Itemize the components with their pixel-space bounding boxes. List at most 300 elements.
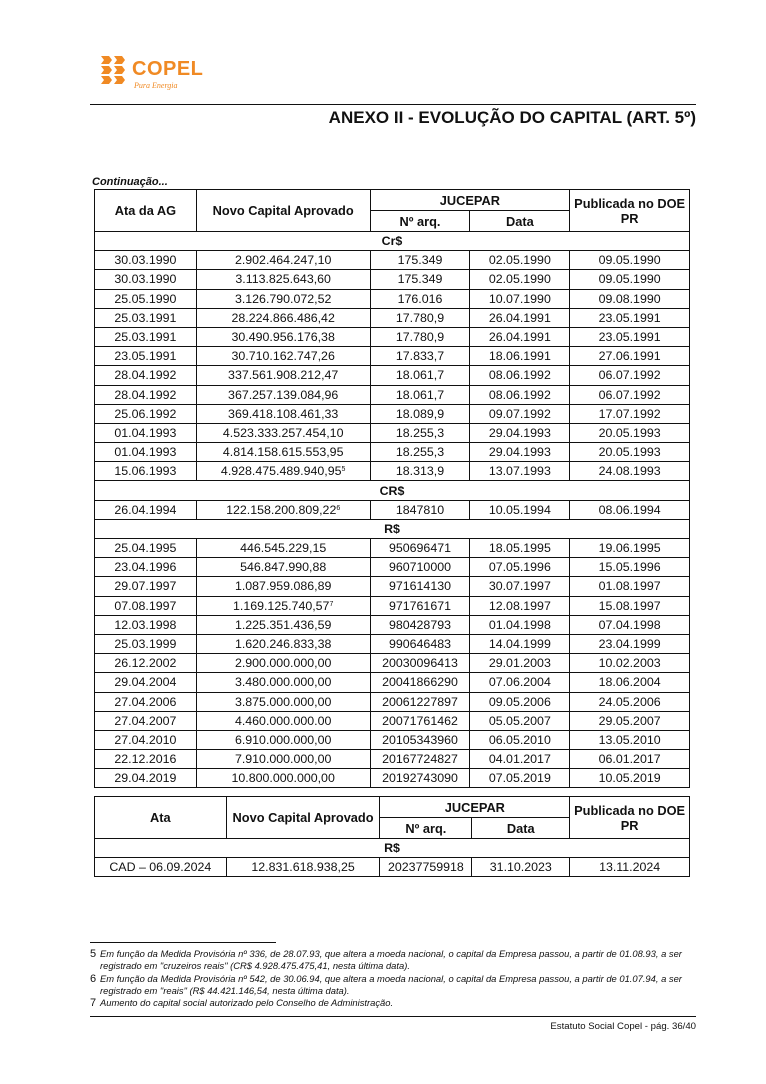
arq-cell (370, 308, 470, 327)
arq-cell (370, 539, 470, 558)
doe-value: 18.06.2004 (598, 675, 661, 690)
capital-value: 1.087.959.086,89 (234, 579, 332, 594)
ata-cell (95, 539, 197, 558)
currency-label: R$ (95, 519, 690, 538)
capital-value: 6.910.000.000,00 (234, 732, 332, 747)
table-row (95, 443, 690, 462)
data-cell (470, 443, 570, 462)
ata-cell (95, 654, 197, 673)
doe-cell (570, 654, 690, 673)
ata-cell (95, 500, 197, 519)
capital-value: 546.847.990,88 (240, 560, 327, 575)
footnote-ref: 7 (329, 600, 334, 608)
doe-value: 09.05.1990 (598, 272, 661, 287)
ata-value: 29.04.2004 (114, 675, 177, 690)
arq-value: 175.349 (397, 253, 443, 268)
arq-cell (370, 730, 470, 749)
footnote-ref: 6 (336, 504, 341, 512)
doe-value: 23.04.1999 (598, 637, 661, 652)
data-cell (470, 577, 570, 596)
ata-value: 12.03.1998 (114, 617, 177, 632)
capital-evolution-table (94, 189, 690, 788)
ata-value: 29.04.2019 (114, 771, 177, 786)
capital-value: 7.910.000.000,00 (234, 752, 332, 767)
arq-value: 17.780,9 (395, 330, 445, 345)
data-value: 30.07.1997 (488, 579, 551, 594)
page-title: ANEXO II - EVOLUÇÃO DO CAPITAL (ART. 5º) (328, 108, 696, 127)
header-data: Data (470, 211, 570, 232)
ata-value: 27.04.2010 (114, 732, 177, 747)
ata-cell (95, 750, 197, 769)
capital-cell (196, 462, 370, 481)
data-value: 01.04.1998 (488, 617, 551, 632)
ata-value: 01.04.1993 (114, 425, 177, 440)
arq-cell (370, 462, 470, 481)
capital-value: 3.113.825.643,60 (235, 272, 331, 287)
doe-cell (570, 327, 690, 346)
capital-value: 369.418.108.461,33 (228, 406, 339, 421)
arq-cell (370, 750, 470, 769)
doe-cell: 13.11.2024 (570, 858, 690, 877)
arq-value: 971614130 (388, 579, 451, 594)
data-cell (470, 347, 570, 366)
data-value: 26.04.1991 (488, 310, 551, 325)
ata-value: 23.04.1996 (114, 560, 177, 575)
arq-value: 20192743090 (382, 771, 458, 786)
doe-value: 06.07.1992 (598, 368, 661, 383)
table-row (95, 251, 690, 270)
doe-cell (570, 711, 690, 730)
data-cell (470, 539, 570, 558)
doe-cell (570, 500, 690, 519)
ata-cell (95, 558, 197, 577)
capital-value: 2.902.464.247,10 (234, 253, 332, 268)
header-data: Data (472, 818, 570, 839)
table-row (95, 615, 690, 634)
data-value: 02.05.1990 (488, 253, 551, 268)
doe-cell (570, 347, 690, 366)
header-ata: Ata da AG (95, 190, 197, 232)
data-value: 29.04.1993 (488, 445, 551, 460)
ata-value: 29.07.1997 (114, 579, 177, 594)
data-cell (470, 596, 570, 615)
data-value: 18.05.1995 (488, 541, 551, 556)
ata-value: 28.04.1992 (114, 368, 177, 383)
arq-value: 17.833,7 (395, 349, 445, 364)
footnote-text: Em função da Medida Provisória nº 336, de 28.07.93, que altera a moeda nacional, o capital da Empresa passou, a partir de 01.08.93, a ser registrado em "cruzeiros reais" (CR$ 4.928.475.475,41, nesta última data). (100, 948, 682, 972)
data-cell (470, 404, 570, 423)
capital-cell (196, 385, 370, 404)
arq-cell (370, 327, 470, 346)
arq-cell (370, 500, 470, 519)
doe-cell (570, 423, 690, 442)
header-capital: Novo Capital Aprovado (196, 190, 370, 232)
doe-value: 09.05.1990 (598, 253, 661, 268)
doe-value: 08.06.1994 (598, 502, 661, 517)
arq-value: 175.349 (397, 272, 443, 287)
data-value: 29.01.2003 (488, 656, 551, 671)
ata-cell (95, 443, 197, 462)
table-row (95, 654, 690, 673)
capital-value: 3.875.000.000,00 (234, 694, 332, 709)
table-row (95, 596, 690, 615)
capital-value: 1.169.125.740,57 (232, 598, 330, 613)
header-publicada: Publicada no DOE PR (570, 797, 690, 839)
currency-label: Cr$ (95, 232, 690, 251)
capital-cell (196, 730, 370, 749)
header-jucepar: JUCEPAR (380, 797, 570, 818)
data-cell (470, 711, 570, 730)
table-row (95, 750, 690, 769)
data-value: 08.06.1992 (488, 387, 551, 402)
table-row (95, 634, 690, 653)
arq-value: 20061227897 (382, 694, 458, 709)
arq-value: 980428793 (388, 617, 451, 632)
ata-cell (95, 769, 197, 788)
data-value: 02.05.1990 (488, 272, 551, 287)
ata-value: 25.06.1992 (114, 406, 177, 421)
doe-value: 27.06.1991 (598, 349, 661, 364)
doe-cell (570, 673, 690, 692)
doe-cell (570, 251, 690, 270)
arq-cell (370, 634, 470, 653)
logo-name: COPEL (132, 58, 204, 80)
data-cell (470, 385, 570, 404)
footnote-number: 5 (90, 948, 97, 960)
ata-value: 25.03.1991 (114, 330, 177, 345)
capital-cell (196, 327, 370, 346)
capital-value: 3.126.790.072,52 (234, 291, 332, 306)
table-row (95, 347, 690, 366)
arq-cell (370, 251, 470, 270)
data-cell (470, 673, 570, 692)
data-cell (470, 251, 570, 270)
data-cell (470, 289, 570, 308)
capital-value: 446.545.229,15 (240, 541, 327, 556)
capital-table-body (95, 232, 690, 788)
capital-cell (196, 366, 370, 385)
footnote-text: Em função da Medida Provisória nº 542, de 30.06.94, que altera a moeda nacional, o capital da Empresa passou, a partir de 01.07.94, a ser registrado em "reais" (R$ 44.421.146,54, nesta última data). (100, 972, 682, 996)
doe-cell (570, 634, 690, 653)
ata-value: 26.12.2002 (114, 656, 177, 671)
capital-cell (196, 423, 370, 442)
arq-value: 20105343960 (382, 732, 458, 747)
ata-cell (95, 251, 197, 270)
doe-cell (570, 769, 690, 788)
data-cell: 31.10.2023 (472, 858, 570, 877)
ata-cell (95, 462, 197, 481)
arq-cell (370, 443, 470, 462)
ata-cell (95, 634, 197, 653)
page-footer: Estatuto Social Copel - pág. 36/40 (550, 1021, 696, 1032)
table-row (95, 711, 690, 730)
doe-value: 10.02.2003 (598, 656, 661, 671)
capital-value: 30.710.162.747,26 (231, 349, 335, 364)
arq-cell: 20237759918 (380, 858, 472, 877)
table-row (95, 539, 690, 558)
arq-value: 18.255,3 (395, 425, 445, 440)
capital-value: 4.928.475.489.940,95 (220, 464, 342, 479)
arq-value: 990646483 (388, 637, 451, 652)
ata-value: 07.08.1997 (114, 598, 177, 613)
arq-value: 18.313,9 (395, 464, 445, 479)
data-cell (470, 327, 570, 346)
arq-cell (370, 385, 470, 404)
capital-value: 122.158.200.809,22 (226, 502, 337, 517)
data-value: 10.07.1990 (488, 291, 551, 306)
data-cell (470, 634, 570, 653)
ata-value: 25.05.1990 (114, 291, 177, 306)
arq-cell (370, 673, 470, 692)
table-row (95, 423, 690, 442)
doe-value: 01.08.1997 (598, 579, 661, 594)
capital-value: 4.460.000.000.00 (234, 713, 332, 728)
arq-value: 18.255,3 (395, 445, 445, 460)
doe-value: 10.05.2019 (598, 771, 661, 786)
arq-cell (370, 558, 470, 577)
doe-value: 23.05.1991 (598, 330, 661, 345)
arq-value: 1847810 (395, 502, 445, 517)
arq-cell (370, 423, 470, 442)
currency-section-row (95, 839, 690, 858)
data-value: 29.04.1993 (488, 425, 551, 440)
copel-mark-icon (98, 54, 128, 86)
capital-value: 337.561.908.212,47 (228, 368, 339, 383)
header-capital: Novo Capital Aprovado (226, 797, 380, 839)
ata-cell (95, 270, 197, 289)
footnote (90, 948, 702, 973)
ata-cell (95, 423, 197, 442)
footnote-number: 7 (90, 997, 97, 1010)
capital-value: 4.523.333.257.454,10 (222, 425, 344, 440)
capital-cell (196, 539, 370, 558)
ata-value: 23.05.1991 (114, 349, 177, 364)
arq-value: 20041866290 (382, 675, 458, 690)
capital-cell (196, 750, 370, 769)
data-value: 26.04.1991 (488, 330, 551, 345)
copel-logo (98, 52, 208, 96)
data-value: 07.05.2019 (488, 771, 551, 786)
header-rule (90, 104, 696, 105)
doe-value: 29.05.2007 (598, 713, 661, 728)
currency-label: R$ (95, 839, 690, 858)
arq-cell (370, 577, 470, 596)
footnote (90, 973, 702, 998)
capital-cell (196, 404, 370, 423)
table-row (95, 769, 690, 788)
ata-value: 27.04.2007 (114, 713, 177, 728)
header-arq: Nº arq. (370, 211, 470, 232)
data-value: 06.05.2010 (488, 732, 551, 747)
table-row (95, 404, 690, 423)
data-value: 13.07.1993 (488, 464, 551, 479)
ata-cell (95, 327, 197, 346)
capital-cell (196, 634, 370, 653)
doe-value: 09.08.1990 (598, 291, 661, 306)
capital-cell (196, 711, 370, 730)
doe-value: 15.05.1996 (598, 560, 661, 575)
doe-value: 20.05.1993 (598, 425, 661, 440)
ata-cell (95, 577, 197, 596)
table-row (95, 730, 690, 749)
doe-cell (570, 289, 690, 308)
ata-cell (95, 711, 197, 730)
capital-value: 4.814.158.615.553,95 (222, 445, 344, 460)
table-row (95, 858, 690, 877)
table-row (95, 308, 690, 327)
doe-value: 19.06.1995 (598, 541, 661, 556)
ata-cell (95, 596, 197, 615)
capital-cell (196, 577, 370, 596)
doe-value: 06.07.1992 (598, 387, 661, 402)
header-publicada: Publicada no DOE PR (570, 190, 690, 232)
doe-cell (570, 750, 690, 769)
arq-cell (370, 692, 470, 711)
capital-value: 3.480.000.000,00 (234, 675, 332, 690)
table-row (95, 462, 690, 481)
data-cell (470, 615, 570, 634)
currency-section-row (95, 519, 690, 538)
data-value: 18.06.1991 (488, 349, 551, 364)
doe-cell (570, 558, 690, 577)
capital-value: 367.257.139.084,96 (228, 387, 339, 402)
capital-cell (196, 500, 370, 519)
table-row (95, 692, 690, 711)
arq-value: 17.780,9 (395, 310, 445, 325)
footnote-text: Aumento do capital social autorizado pelo Conselho de Administração. (100, 997, 394, 1009)
ata-value: 27.04.2006 (114, 694, 177, 709)
ata-value: 28.04.1992 (114, 387, 177, 402)
doe-cell (570, 404, 690, 423)
data-cell (470, 692, 570, 711)
arq-value: 20167724827 (382, 752, 458, 767)
data-cell (470, 270, 570, 289)
data-cell (470, 769, 570, 788)
doe-value: 07.04.1998 (598, 617, 661, 632)
capital-cell (196, 308, 370, 327)
data-cell (470, 654, 570, 673)
doe-cell (570, 385, 690, 404)
ata-cell (95, 730, 197, 749)
doe-cell (570, 730, 690, 749)
footnote (90, 997, 702, 1009)
arq-cell (370, 347, 470, 366)
data-value: 09.05.2006 (488, 694, 551, 709)
capital-cell (196, 251, 370, 270)
ata-cell (95, 615, 197, 634)
doe-cell (570, 692, 690, 711)
ata-value: 30.03.1990 (114, 253, 177, 268)
data-value: 12.08.1997 (488, 598, 551, 613)
data-value: 07.05.1996 (488, 560, 551, 575)
logo-tagline: Pura Energia (134, 81, 178, 90)
doe-cell (570, 462, 690, 481)
ata-value: 22.12.2016 (114, 752, 177, 767)
arq-cell (370, 615, 470, 634)
ata-value: 30.03.1990 (114, 272, 177, 287)
table-row (95, 385, 690, 404)
ata-value: 25.03.1999 (114, 637, 177, 652)
currency-section-row (95, 481, 690, 500)
ata-value: 01.04.1993 (114, 445, 177, 460)
doe-cell (570, 308, 690, 327)
table-row (95, 558, 690, 577)
ata-value: 26.04.1994 (114, 502, 177, 517)
capital-cell (196, 443, 370, 462)
data-value: 10.05.1994 (488, 502, 551, 517)
table-row (95, 673, 690, 692)
data-value: 04.01.2017 (488, 752, 551, 767)
header-jucepar: JUCEPAR (370, 190, 570, 211)
capital-cell (196, 558, 370, 577)
continuation-label: Continuação... (92, 176, 168, 188)
ata-cell (95, 289, 197, 308)
ata-cell (95, 404, 197, 423)
footnote-number: 6 (90, 972, 97, 985)
table-row (95, 577, 690, 596)
capital-cell (196, 615, 370, 634)
capital-cell: 12.831.618.938,25 (226, 858, 380, 877)
data-cell (470, 750, 570, 769)
doe-cell (570, 366, 690, 385)
capital-value: 30.490.956.176,38 (231, 330, 335, 345)
table-row (95, 289, 690, 308)
arq-value: 971761671 (388, 598, 451, 613)
footnote-rule (90, 942, 276, 943)
doe-cell (570, 443, 690, 462)
arq-cell (370, 289, 470, 308)
arq-cell (370, 596, 470, 615)
ata-value: 25.03.1991 (114, 310, 177, 325)
footnotes (90, 948, 702, 1009)
table-row (95, 500, 690, 519)
footer-rule (90, 1016, 696, 1017)
currency-label: CR$ (95, 481, 690, 500)
data-cell (470, 500, 570, 519)
doe-value: 06.01.2017 (598, 752, 661, 767)
doe-cell (570, 596, 690, 615)
data-cell (470, 366, 570, 385)
capital-cell (196, 347, 370, 366)
arq-value: 960710000 (388, 560, 451, 575)
arq-value: 20030096413 (382, 656, 458, 671)
capital-cell (196, 673, 370, 692)
capital-update-table (94, 796, 690, 877)
arq-cell (370, 769, 470, 788)
capital-cell (196, 692, 370, 711)
doe-value: 13.05.2010 (598, 732, 661, 747)
arq-value: 20071761462 (382, 713, 458, 728)
data-value: 07.06.2004 (488, 675, 551, 690)
arq-cell (370, 711, 470, 730)
doe-value: 24.08.1993 (598, 464, 661, 479)
capital-value: 2.900.000.000,00 (234, 656, 332, 671)
table-row (95, 366, 690, 385)
doe-value: 15.08.1997 (598, 598, 661, 613)
data-value: 05.05.2007 (488, 713, 551, 728)
arq-cell (370, 270, 470, 289)
ata-cell (95, 366, 197, 385)
ata-cell (95, 385, 197, 404)
arq-cell (370, 366, 470, 385)
ata-cell (95, 308, 197, 327)
table-row (95, 270, 690, 289)
data-cell (470, 423, 570, 442)
arq-cell (370, 404, 470, 423)
doe-cell (570, 539, 690, 558)
doe-value: 20.05.1993 (598, 445, 661, 460)
capital-cell (196, 270, 370, 289)
